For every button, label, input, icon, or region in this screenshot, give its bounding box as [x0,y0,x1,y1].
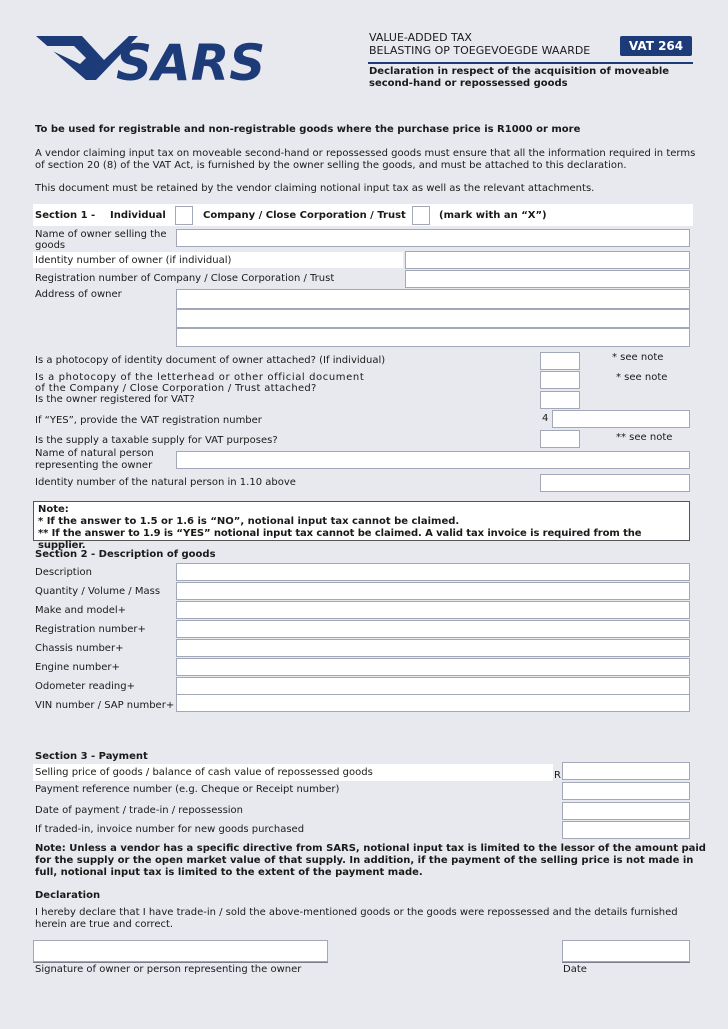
owner-id-field[interactable] [405,251,690,269]
payment-note-line2: for the supply or the open market value of that supply. In addition, if the payment of the selling price is not made in [35,855,694,866]
letterhead-answer[interactable] [540,371,580,389]
letterhead-question-line1: Is a photocopy of the letterhead or other official document [35,372,365,383]
option-company-label: Company / Close Corporation / Trust [203,210,406,221]
vehicle-registration-label: Registration number+ [35,624,146,635]
declaration-date-field[interactable] [562,940,690,962]
intro-paragraph-line1: A vendor claiming input tax on moveable second-hand or repossessed goods must ensure that all the information required in terms [35,148,696,159]
date-line [562,962,690,963]
declaration-date-label: Date [563,964,587,975]
title-afrikaans: BELASTING OP TOEGEVOEGDE WAARDE [369,44,591,57]
vat-reg-prefix: 4 [542,413,549,424]
declaration-text-line2: herein are true and correct. [35,919,174,930]
see-note-1: * see note [612,352,664,363]
vin-label: VIN number / SAP number+ [35,700,175,711]
section2-title: Section 2 - Description of goods [35,549,216,560]
payment-date-label: Date of payment / trade-in / repossession [35,805,244,816]
address-line1-field[interactable] [176,289,690,309]
header-rule [368,62,693,64]
vat-reg-number-label: If “YES”, provide the VAT registration number [35,415,262,426]
payment-reference-field[interactable] [562,782,690,800]
signature-field[interactable] [33,940,328,962]
form-subtitle-line1: Declaration in respect of the acquisition of moveable [369,66,670,77]
sars-logo [34,30,274,88]
see-note-3: ** see note [616,432,673,443]
note-title: Note: [38,504,69,515]
address-line3-field[interactable] [176,328,690,347]
individual-checkbox[interactable] [175,206,193,225]
owner-id-label: Identity number of owner (if individual) [35,255,232,266]
declaration-title: Declaration [35,890,101,901]
notional-input-tax-note [33,501,690,551]
engine-number-label: Engine number+ [35,662,120,673]
signature-label: Signature of owner or person representing the owner [35,964,302,975]
make-model-field[interactable] [176,601,690,619]
owner-name-label-line2: goods [35,240,66,251]
sars-logo-graphic [34,30,274,88]
vat-registered-question: Is the owner registered for VAT? [35,394,195,405]
letterhead-question-line2: of the Company / Close Corporation / Trust attached? [35,383,317,394]
photocopy-id-question: Is a photocopy of identity document of owner attached? (If individual) [35,355,386,366]
payment-note-line3: full, notional input tax is limited to the extent of the payment made. [35,867,423,878]
chassis-number-label: Chassis number+ [35,643,124,654]
usage-statement: To be used for registrable and non-registrable goods where the purchase price is R1000 or more [35,124,581,135]
odometer-label: Odometer reading+ [35,681,135,692]
intro-paragraph-line2: of section 20 (8) of the VAT Act, is furnished by the owner selling the goods, and must be attached to this declaration. [35,160,627,171]
payment-note-line1: Note: Unless a vendor has a specific directive from SARS, notional input tax is limited to the lessor of the amount paid [35,843,706,854]
odometer-field[interactable] [176,677,690,695]
engine-number-field[interactable] [176,658,690,676]
vehicle-registration-field[interactable] [176,620,690,638]
payment-date-field[interactable] [562,802,690,820]
option-individual-label: Individual [110,210,166,221]
note-line1: * If the answer to 1.5 or 1.6 is “NO”, notional input tax cannot be claimed. [38,516,460,527]
section3-title: Section 3 - Payment [35,751,148,762]
vat-reg-number-field[interactable] [552,410,690,428]
retention-statement: This document must be retained by the vendor claiming notional input tax as well as the relevant attachments. [35,183,595,194]
mark-instruction: (mark with an “X”) [439,210,547,221]
note-line2: ** If the answer to 1.9 is “YES” notional input tax cannot be claimed. A valid tax invoice is required from the supplier. [38,528,642,551]
address-line2-field[interactable] [176,309,690,328]
selling-price-label: Selling price of goods / balance of cash value of repossessed goods [35,767,373,778]
vat-registered-answer[interactable] [540,391,580,409]
signature-line [33,962,328,963]
photocopy-id-answer[interactable] [540,352,580,370]
quantity-label: Quantity / Volume / Mass [35,586,161,597]
currency-symbol: R [554,770,561,781]
declaration-text-line1: I hereby declare that I have trade-in / sold the above-mentioned goods or the goods were repossessed and the details furnished [35,907,678,918]
representative-name-label-line2: representing the owner [35,460,153,471]
see-note-2: * see note [616,372,668,383]
tradein-invoice-label: If traded-in, invoice number for new goods purchased [35,824,305,835]
make-model-label: Make and model+ [35,605,127,616]
taxable-supply-question: Is the supply a taxable supply for VAT purposes? [35,435,278,446]
registration-number-label: Registration number of Company / Close Corporation / Trust [35,273,335,284]
representative-id-label: Identity number of the natural person in 1.10 above [35,477,296,488]
representative-name-field[interactable] [176,451,690,469]
representative-name-label-line1: Name of natural person [35,448,154,459]
logo-wordmark: SARS [116,34,266,88]
tradein-invoice-field[interactable] [562,821,690,839]
selling-price-field[interactable] [562,762,690,780]
company-checkbox[interactable] [412,206,430,225]
representative-id-field[interactable] [540,474,690,492]
taxable-supply-answer[interactable] [540,430,580,448]
section1-title: Section 1 - [35,210,96,221]
title-english: VALUE-ADDED TAX [369,31,472,44]
owner-address-label: Address of owner [35,289,122,300]
chassis-number-field[interactable] [176,639,690,657]
description-field[interactable] [176,563,690,581]
form-code-badge: VAT 264 [620,36,692,56]
quantity-field[interactable] [176,582,690,600]
payment-reference-label: Payment reference number (e.g. Cheque or Receipt number) [35,784,340,795]
owner-name-label-line1: Name of owner selling the [35,229,167,240]
registration-number-field[interactable] [405,270,690,288]
owner-name-field[interactable] [176,229,690,247]
description-label: Description [35,567,92,578]
vin-field[interactable] [176,694,690,712]
form-subtitle-line2: second-hand or repossessed goods [369,78,568,89]
